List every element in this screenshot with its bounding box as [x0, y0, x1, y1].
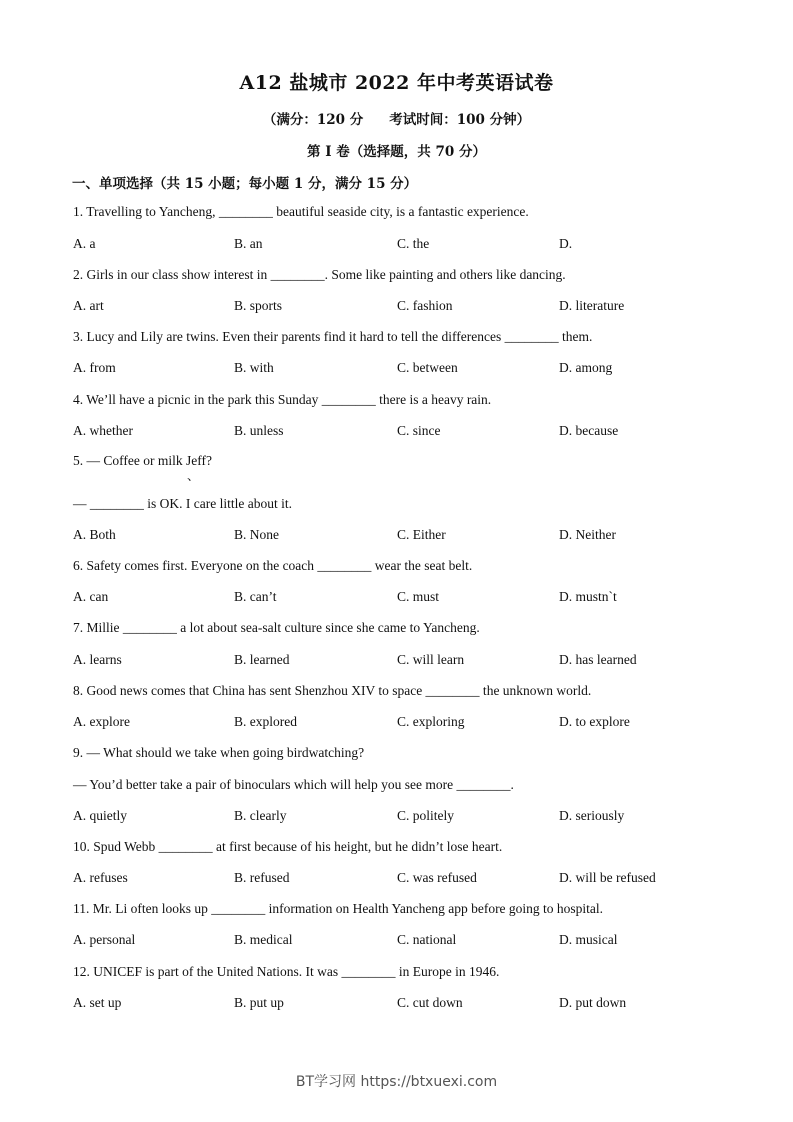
option-b[interactable]: B. clearly — [234, 808, 287, 823]
option-b[interactable]: B. an — [234, 236, 263, 251]
question-10-options — [73, 870, 733, 888]
exam-title: A12 盐城市 2022 年中考英语试卷 — [239, 72, 554, 94]
option-b[interactable]: B. put up — [234, 995, 284, 1010]
exam-time: 考试时间：100 分钟） — [389, 112, 531, 128]
option-c[interactable]: C. exploring — [397, 714, 465, 729]
option-c[interactable]: C. must — [397, 589, 440, 604]
question-4-options — [73, 423, 733, 441]
option-d[interactable]: D. mustn`t — [559, 589, 617, 604]
option-b[interactable]: B. with — [234, 360, 274, 375]
question-12-stem: 12. UNICEF is part of the United Nations. It was ________ in Europe in 1946. — [73, 964, 500, 979]
option-d[interactable]: D. among — [559, 360, 613, 375]
question-10-stem: 10. Spud Webb ________ at first because of his height, but he didn’t lose heart. — [73, 839, 503, 854]
option-d[interactable]: D. literature — [559, 298, 625, 313]
option-c[interactable]: C. will learn — [397, 652, 465, 667]
option-a[interactable]: A. Both — [73, 527, 116, 542]
question-9-reply: — You’d better take a pair of binoculars which will help you see more ________. — [73, 777, 514, 792]
option-b[interactable]: B. explored — [234, 714, 297, 729]
option-b[interactable]: B. None — [234, 527, 279, 542]
question-3-stem: 3. Lucy and Lily are twins. Even their parents find it hard to tell the differences ________ them. — [73, 329, 593, 344]
option-a[interactable]: A. personal — [73, 932, 136, 947]
option-a[interactable]: A. quietly — [73, 808, 127, 823]
question-7-options — [73, 652, 733, 670]
question-7-stem: 7. Millie ________ a lot about sea-salt culture since she came to Yancheng. — [73, 620, 480, 635]
option-a[interactable]: A. can — [73, 589, 109, 604]
volume-heading: 第 I 卷（选择题，共 70 分） — [307, 144, 486, 160]
option-a[interactable]: A. learns — [73, 652, 122, 667]
option-d[interactable]: D. seriously — [559, 808, 625, 823]
option-c[interactable]: C. since — [397, 423, 441, 438]
question-1-stem: 1. Travelling to Yancheng, ________ beautiful seaside city, is a fantastic experience. — [73, 204, 529, 219]
option-d[interactable]: D. musical — [559, 932, 618, 947]
option-c[interactable]: C. between — [397, 360, 458, 375]
option-c[interactable]: C. the — [397, 236, 430, 251]
option-c[interactable]: C. Either — [397, 527, 446, 542]
question-2-stem: 2. Girls in our class show interest in ________. Some like painting and others like dancing. — [73, 267, 566, 282]
question-6-options — [73, 589, 733, 607]
question-11-options — [73, 932, 733, 950]
option-b[interactable]: B. can’t — [234, 589, 277, 604]
question-5-reply: — ________ is OK. I care little about it. — [73, 496, 292, 511]
option-c[interactable]: C. was refused — [397, 870, 477, 885]
option-c[interactable]: C. politely — [397, 808, 454, 823]
option-d[interactable]: D. to explore — [559, 714, 630, 729]
option-d[interactable]: D. because — [559, 423, 619, 438]
question-6-stem: 6. Safety comes first. Everyone on the coach ________ wear the seat belt. — [73, 558, 473, 573]
option-a[interactable]: A. from — [73, 360, 116, 375]
option-a[interactable]: A. a — [73, 236, 96, 251]
question-8-options — [73, 714, 733, 732]
option-d[interactable]: D. — [559, 236, 573, 251]
option-b[interactable]: B. learned — [234, 652, 290, 667]
option-c[interactable]: C. cut down — [397, 995, 463, 1010]
question-9-options — [73, 808, 733, 826]
full-score: （满分：120 分 — [262, 112, 364, 128]
option-b[interactable]: B. refused — [234, 870, 290, 885]
option-b[interactable]: B. sports — [234, 298, 283, 313]
exam-subtitle — [0, 108, 793, 128]
option-d[interactable]: D. has learned — [559, 652, 637, 667]
option-d[interactable]: D. put down — [559, 995, 627, 1010]
question-2-options — [73, 298, 733, 316]
question-3-options — [73, 360, 733, 378]
option-a[interactable]: A. art — [73, 298, 104, 313]
option-d[interactable]: D. Neither — [559, 527, 616, 542]
option-d[interactable]: D. will be refused — [559, 870, 656, 885]
question-12-options — [73, 995, 733, 1013]
option-b[interactable]: B. unless — [234, 423, 284, 438]
option-a[interactable]: A. explore — [73, 714, 130, 729]
option-a[interactable]: A. refuses — [73, 870, 128, 885]
question-5-options — [73, 527, 733, 545]
watermark-footer: BT学习网 https://btxuexi.com — [295, 1074, 498, 1090]
option-a[interactable]: A. whether — [73, 423, 133, 438]
question-8-stem: 8. Good news comes that China has sent Shenzhou XIV to space ________ the unknown world. — [73, 683, 592, 698]
question-11-stem: 11. Mr. Li often looks up ________ information on Health Yancheng app before going to hospital. — [73, 901, 604, 916]
option-c[interactable]: C. fashion — [397, 298, 453, 313]
question-1-options — [73, 236, 733, 254]
question-5-comma: 、 — [187, 469, 200, 483]
option-c[interactable]: C. national — [397, 932, 457, 947]
question-5-stem: 5. — Coffee or milk Jeff? — [73, 453, 212, 468]
option-a[interactable]: A. set up — [73, 995, 122, 1010]
question-9-stem: 9. — What should we take when going birdwatching? — [73, 745, 365, 760]
option-b[interactable]: B. medical — [234, 932, 293, 947]
question-4-stem: 4. We’ll have a picnic in the park this Sunday ________ there is a heavy rain. — [73, 392, 492, 407]
section-heading: 一、单项选择（共 15 小题；每小题 1 分，满分 15 分） — [72, 176, 418, 192]
